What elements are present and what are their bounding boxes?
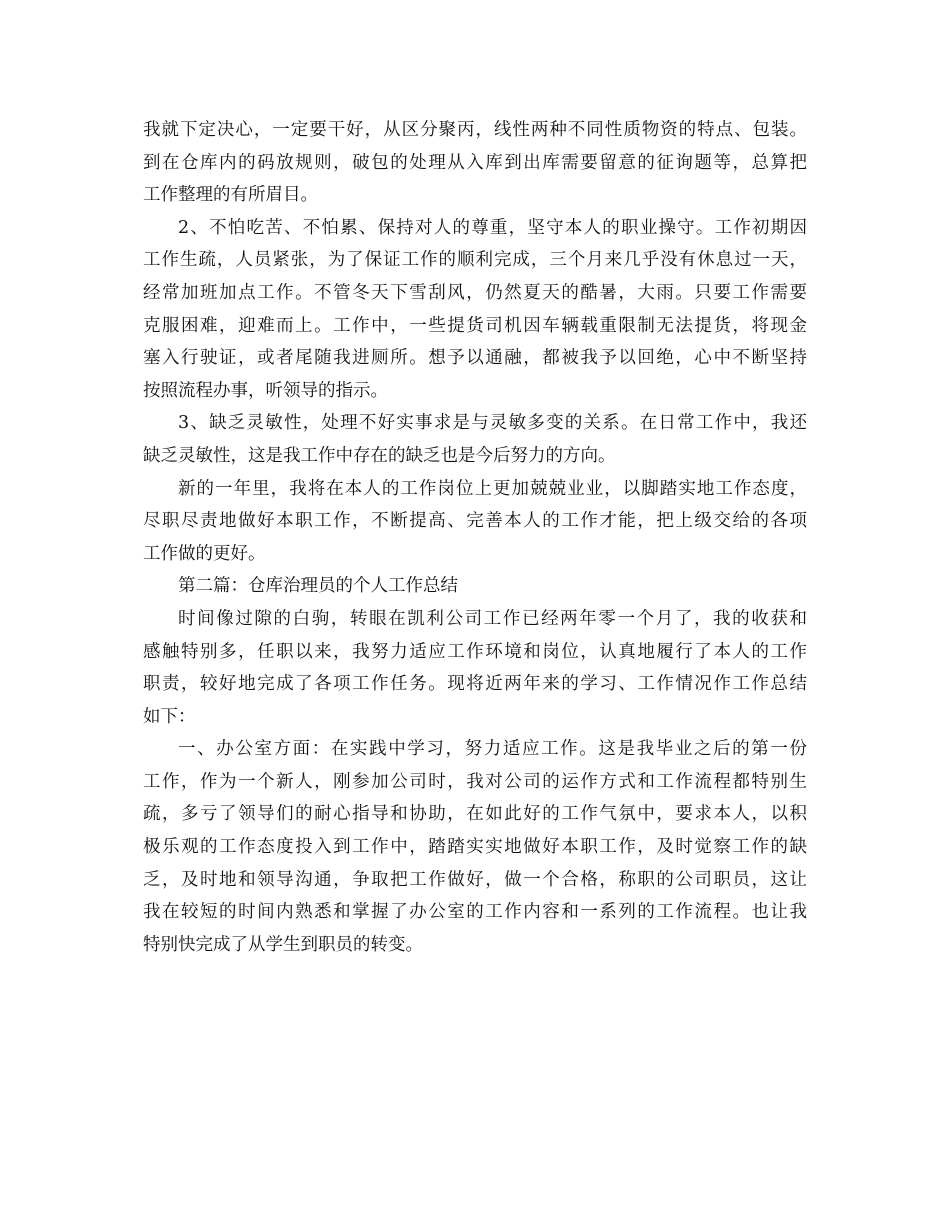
text-line: 按照流程办事，听领导的指示。 (143, 380, 388, 401)
text-line: 我在较短的时间内熟悉和掌握了办公室的工作内容和一系列的工作流程。也让我 (143, 902, 807, 923)
text-line: 3、缺乏灵敏性，处理不好实事求是与灵敏多变的关系。在日常工作中，我还 (178, 413, 807, 434)
text-line: 如下： (143, 706, 196, 727)
text-line: 缺乏灵敏性，这是我工作中存在的缺乏也是今后努力的方向。 (143, 445, 616, 466)
text-line: 疏，多亏了领导们的耐心指导和协助，在如此好的工作气氛中，要求本人，以积 (143, 804, 807, 825)
text-line: 塞入行驶证，或者尾随我进厕所。想予以通融，都被我予以回绝，心中不断坚持 (143, 348, 807, 369)
text-line: 2、不怕吃苦、不怕累、保持对人的尊重，坚守本人的职业操守。工作初期因 (178, 217, 807, 238)
text-line: 克服困难，迎难而上。工作中，一些提货司机因车辆载重限制无法提货，将现金 (143, 315, 807, 336)
document-body (143, 114, 807, 961)
text-line: 乏，及时地和领导沟通，争取把工作做好，做一个合格，称职的公司职员，这让 (143, 869, 807, 890)
text-line: 职责，较好地完成了各项工作任务。现将近两年来的学习、工作情况作工作总结 (143, 674, 807, 695)
text-line: 工作整理的有所眉目。 (143, 185, 318, 206)
text-line: 新的一年里，我将在本人的工作岗位上更加兢兢业业，以脚踏实地工作态度， (178, 478, 807, 499)
text-line: 时间像过隙的白驹，转眼在凯利公司工作已经两年零一个月了，我的收获和 (178, 608, 807, 629)
text-line: 工作，作为一个新人，刚参加公司时，我对公司的运作方式和工作流程都特别生 (143, 771, 807, 792)
text-line: 工作生疏，人员紧张，为了保证工作的顺利完成，三个月来几乎没有休息过一天， (143, 250, 807, 271)
text-line: 第二篇：仓库治理员的个人工作总结 (178, 576, 458, 597)
text-line: 极乐观的工作态度投入到工作中，踏踏实实地做好本职工作，及时觉察工作的缺 (143, 837, 807, 858)
text-line: 一、办公室方面：在实践中学习，努力适应工作。这是我毕业之后的第一份 (178, 739, 807, 760)
text-line: 特别快完成了从学生到职员的转变。 (143, 934, 423, 955)
text-line: 尽职尽责地做好本职工作，不断提高、完善本人的工作才能，把上级交给的各项 (143, 511, 807, 532)
text-line: 工作做的更好。 (143, 543, 266, 564)
text-line: 我就下定决心，一定要干好，从区分聚丙，线性两种不同性质物资的特点、包装。 (143, 120, 807, 140)
text-line: 到在仓库内的码放规则，破包的处理从入库到出库需要留意的征询题等，总算把 (143, 152, 807, 173)
text-line: 感触特别多，任职以来，我努力适应工作环境和岗位，认真地履行了本人的工作 (143, 641, 807, 662)
text-line: 经常加班加点工作。不管冬天下雪刮风，仍然夏天的酷暑，大雨。只要工作需要 (143, 282, 807, 303)
